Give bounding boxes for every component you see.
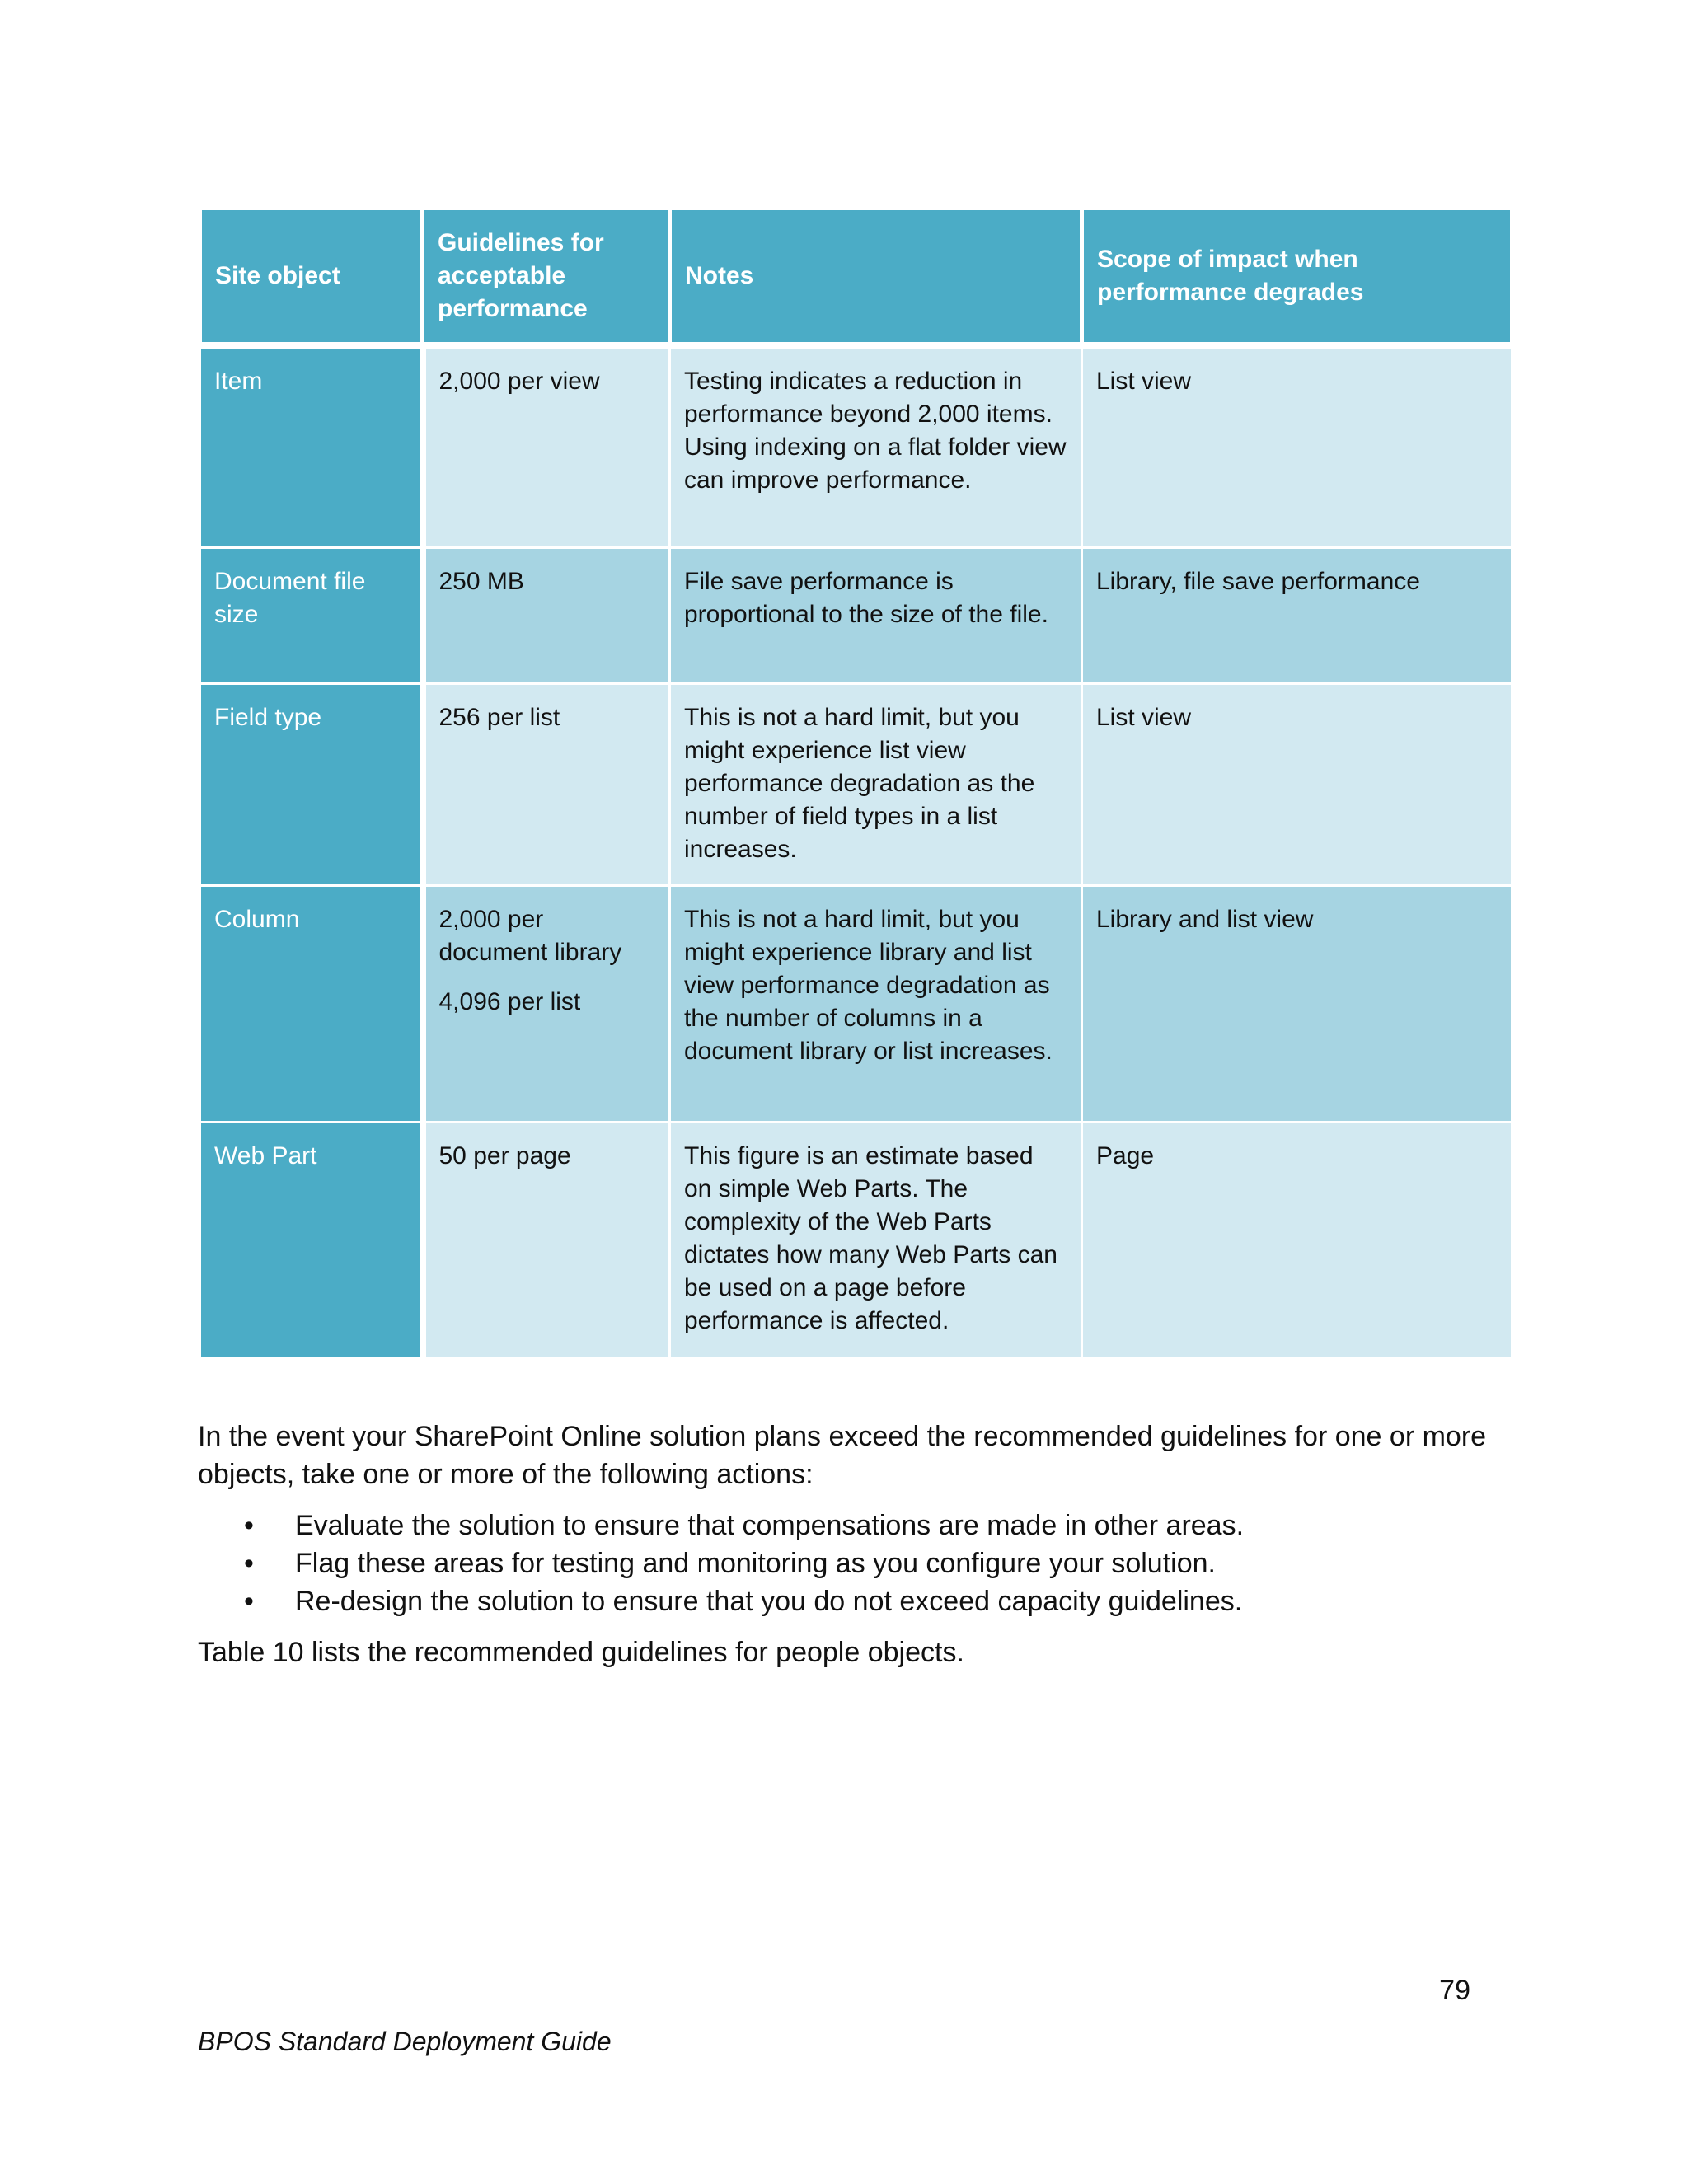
action-text: Flag these areas for testing and monitoring as you configure your solution. [295,1548,1216,1579]
header-scope-of-impact: Scope of impact when performance degrades [1082,209,1512,346]
row-notes: Testing indicates a reduction in performance beyond 2,000 items. Using indexing on a flat folder view can improve performance. [670,345,1082,547]
row-site-object: Item [200,345,423,547]
guideline-value: 4,096 per list [438,987,581,1015]
table-row [200,1122,1512,1358]
footer-document-title: BPOS Standard Deployment Guide [198,2027,612,2056]
table-row [200,345,1512,547]
row-scope: Library, file save performance [1082,547,1512,683]
action-list [198,1507,1517,1620]
list-item [198,1544,1517,1582]
list-item [198,1507,1517,1544]
row-guideline [423,547,670,683]
row-guideline [423,885,670,1122]
header-site-object: Site object [200,209,423,346]
action-text: Re-design the solution to ensure that you do not exceed capacity guidelines. [295,1586,1243,1617]
row-site-object: Field type [200,683,423,885]
row-notes: This is not a hard limit, but you might experience list view performance degradation as the number of field types in a list increases. [670,683,1082,885]
row-site-object: Column [200,885,423,1122]
row-guideline [423,1122,670,1358]
row-guideline [423,345,670,547]
guideline-value: 256 per list [438,703,560,731]
row-notes: File save performance is proportional to the size of the file. [670,547,1082,683]
page-number: 79 [1439,1975,1470,2006]
table-header-row [200,209,1512,346]
guideline-value: 250 MB [438,567,524,595]
site-object-guidelines-table [198,206,1514,1360]
row-site-object: Web Part [200,1122,423,1358]
header-guidelines: Guidelines for acceptable performance [423,209,670,346]
table-row [200,885,1512,1122]
bullet-icon: • [244,1548,254,1579]
table-row [200,547,1512,683]
guideline-value: 50 per page [438,1141,571,1169]
row-guideline [423,683,670,885]
row-scope: List view [1082,683,1512,885]
closing-paragraph: Table 10 lists the recommended guidelines for people objects. [198,1637,964,1668]
row-scope: Library and list view [1082,885,1512,1122]
guideline-value: 2,000 per document library [438,905,622,966]
row-scope: List view [1082,345,1512,547]
bullet-icon: • [244,1586,254,1617]
body-text [198,1418,1517,1671]
list-item [198,1582,1517,1620]
row-notes: This is not a hard limit, but you might experience library and list view performance degradation as the number of columns in a document library or list increases. [670,885,1082,1122]
row-site-object: Document file size [200,547,423,683]
row-scope: Page [1082,1122,1512,1358]
intro-paragraph: In the event your SharePoint Online solution plans exceed the recommended guidelines for one or more objects, take one or more of the following actions: [198,1421,1487,1490]
row-notes: This figure is an estimate based on simple Web Parts. The complexity of the Web Parts dictates how many Web Parts can be used on a page before performance is affected. [670,1122,1082,1358]
guideline-value: 2,000 per view [438,368,600,395]
table-row [200,683,1512,885]
bullet-icon: • [244,1510,254,1541]
header-notes: Notes [670,209,1082,346]
action-text: Evaluate the solution to ensure that compensations are made in other areas. [295,1510,1245,1541]
